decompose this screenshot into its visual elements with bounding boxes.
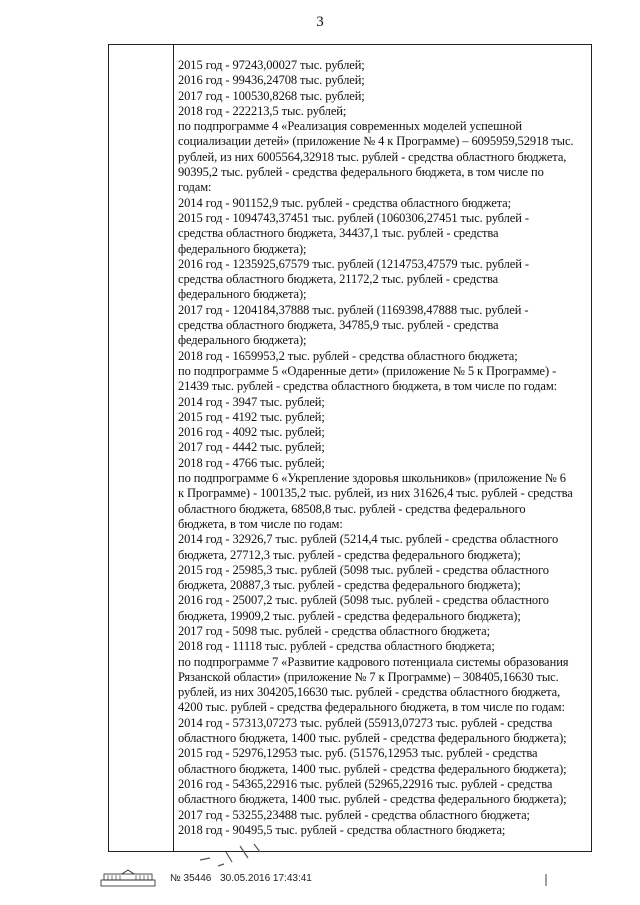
text-line: 2015 год - 52976,12953 тыс. руб. (51576,12953 тыс. рублей - средства (178, 746, 538, 761)
text-line: федерального бюджета); (178, 241, 307, 256)
text-line: 2016 год - 99436,24708 тыс. рублей; (178, 73, 365, 88)
document-registration (170, 873, 312, 884)
text-line: бюджета, в том числе по годам: (178, 516, 343, 531)
text-line: 2015 год - 97243,00027 тыс. рублей; (178, 58, 365, 72)
text-line: областного бюджета, 1400 тыс. рублей - средства федерального бюджета); (178, 731, 567, 746)
page-tick-icon (542, 872, 550, 888)
text-line: средства областного бюджета, 21172,2 тыс. рублей - средства (178, 272, 499, 287)
text-line: годам: (178, 180, 212, 195)
text-line: областного бюджета, 1400 тыс. рублей - средства федерального бюджета); (178, 761, 567, 776)
text-line: по подпрограмме 6 «Укрепление здоровья школьников» (приложение № 6 (178, 471, 566, 486)
text-line: 2016 год - 25007,2 тыс. рублей (5098 тыс. рублей - средства областного (178, 593, 549, 608)
text-line: средства областного бюджета, 34437,1 тыс. рублей - средства (178, 226, 499, 241)
doc-timestamp: 30.05.2016 17:43:41 (220, 872, 312, 884)
text-line: 2018 год - 11118 тыс. рублей - средства областного бюджета; (178, 639, 495, 654)
text-line: рублей, из них 6005564,32918 тыс. рублей - средства областного бюджета, (178, 149, 567, 164)
text-line: 2016 год - 54365,22916 тыс. рублей (52965,22916 тыс. рублей - средства (178, 776, 553, 791)
text-line: 2017 год - 100530,8268 тыс. рублей; (178, 88, 365, 103)
text-line: федерального бюджета); (178, 333, 307, 348)
column-divider (173, 44, 174, 852)
text-line: 2015 год - 1094743,37451 тыс. рублей (1060306,27451 тыс. рублей - (178, 210, 529, 225)
text-line: 21439 тыс. рублей - средства областного бюджета, в том числе по годам: (178, 379, 558, 394)
text-line: 2015 год - 4192 тыс. рублей; (178, 409, 325, 424)
text-line: 2018 год - 4766 тыс. рублей; (178, 455, 325, 470)
text-line: 2017 год - 53255,23488 тыс. рублей - средства областного бюджета; (178, 807, 530, 822)
text-line: по подпрограмме 5 «Одаренные дети» (приложение № 5 к Программе) - (178, 363, 557, 378)
text-line: 2018 год - 90495,5 тыс. рублей - средства областного бюджета; (178, 822, 506, 837)
text-line: 2018 год - 1659953,2 тыс. рублей - средства областного бюджета; (178, 348, 518, 363)
text-line: областного бюджета, 68508,8 тыс. рублей - средства федерального (178, 501, 526, 516)
text-line: бюджета, 19909,2 тыс. рублей - средства федерального бюджета); (178, 608, 521, 623)
text-line: к Программе) - 100135,2 тыс. рублей, из них 31626,4 тыс. рублей - средства (178, 486, 573, 501)
text-line: 2016 год - 4092 тыс. рублей; (178, 425, 325, 440)
text-line: федерального бюджета); (178, 287, 307, 302)
text-line: 2014 год - 3947 тыс. рублей; (178, 394, 325, 409)
program-funding-text (178, 58, 586, 838)
page-number: 3 (316, 14, 324, 30)
text-line: 2017 год - 4442 тыс. рублей; (178, 440, 325, 455)
text-line: 4200 тыс. рублей - средства федерального бюджета, в том числе по годам: (178, 700, 565, 715)
text-line: по подпрограмме 7 «Развитие кадрового потенциала системы образования (178, 654, 569, 669)
text-line: социализации детей» (приложение № 4 к Программе) – 6095959,52918 тыс. (178, 134, 574, 149)
text-line: 2018 год - 222213,5 тыс. рублей; (178, 103, 347, 118)
handwritten-mark-icon (196, 840, 276, 870)
text-line: Рязанской области» (приложение № 7 к Программе) – 308405,16630 тыс. (178, 669, 559, 684)
text-line: 2014 год - 57313,07273 тыс. рублей (55913,07273 тыс. рублей - средства (178, 715, 553, 730)
text-line: 2014 год - 901152,9 тыс. рублей - средства областного бюджета; (178, 195, 511, 210)
text-line: средства областного бюджета, 34785,9 тыс. рублей - средства (178, 318, 499, 333)
text-line: 2017 год - 1204184,37888 тыс. рублей (1169398,47888 тыс. рублей - (178, 302, 529, 317)
text-line: 2014 год - 32926,7 тыс. рублей (5214,4 тыс. рублей - средства областного (178, 532, 559, 547)
text-line: бюджета, 27712,3 тыс. рублей - средства федерального бюджета); (178, 547, 521, 562)
doc-number: № 35446 (170, 872, 212, 884)
footer (100, 868, 312, 888)
text-line: 90395,2 тыс. рублей - средства федерального бюджета, в том числе по (178, 165, 544, 180)
text-line: областного бюджета, 1400 тыс. рублей - средства федерального бюджета); (178, 792, 567, 807)
text-line: рублей, из них 304205,16630 тыс. рублей - средства областного бюджета, (178, 685, 561, 700)
text-line: бюджета, 20887,3 тыс. рублей - средства федерального бюджета); (178, 578, 521, 593)
text-line: 2015 год - 25985,3 тыс. рублей (5098 тыс. рублей - средства областного (178, 562, 549, 577)
government-building-logo-icon (100, 869, 156, 887)
text-line: 2016 год - 1235925,67579 тыс. рублей (1214753,47579 тыс. рублей - (178, 256, 529, 271)
text-line: по подпрограмме 4 «Реализация современных моделей успешной (178, 119, 522, 134)
text-line: 2017 год - 5098 тыс. рублей - средства областного бюджета; (178, 623, 490, 638)
